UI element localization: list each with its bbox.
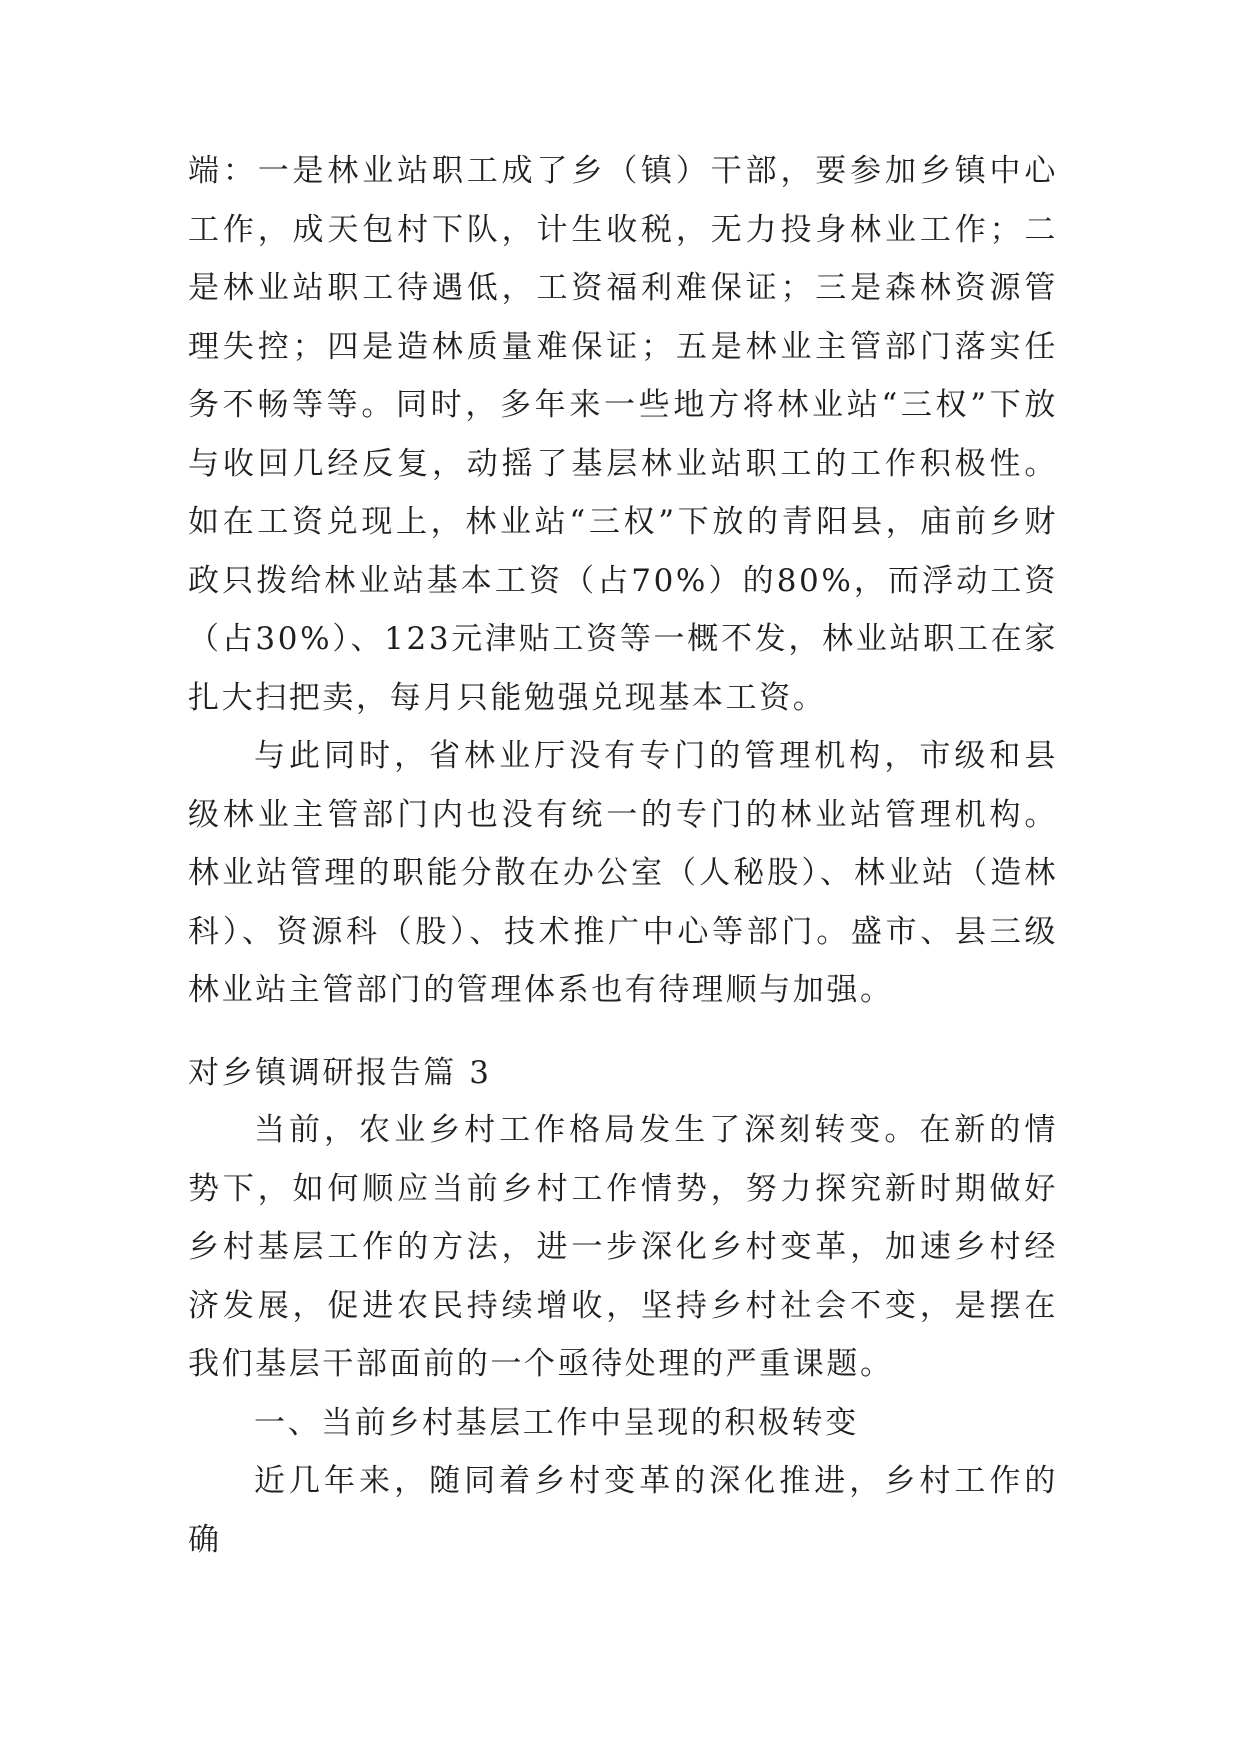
- paragraph-recent-years: 近几年来，随同着乡村变革的深化推进，乡村工作的确: [188, 1463, 1058, 1558]
- section-heading: 对乡镇调研报告篇 3: [188, 1055, 492, 1091]
- paragraph-forestry-station-issues: 端：一是林业站职工成了乡（镇）干部，要参加乡镇中心工作，成天包村下队，计生收税，无力投身林业工作；二是林业站职工待遇低，工资福利难保证；三是森林资源管理失控；四是造林质量难保证；五是林业主管部门落实任务不畅等等。同时，多年来一些地方将林业站“三权”下放与收回几经反复，动摇了基层林业站职工的工作积极性。如在工资兑现上，林业站“三权”下放的青阳县，庙前乡财政只拨给林业站基本工资（占70%）的80%，而浮动工资（占30%）、123元津贴工资等一概不发，林业站职工在家扎大扫把卖，每月只能勉强兑现基本工资。: [188, 153, 1058, 716]
- paragraph-current-situation: 当前，农业乡村工作格局发生了深刻转变。在新的情势下，如何顺应当前乡村工作情势，努力探究新时期做好乡村基层工作的方法，进一步深化乡村变革，加速乡村经济发展，促进农民持续增收，坚持乡村社会不变，是摆在我们基层干部面前的一个亟待处理的严重课题。: [188, 1112, 1058, 1382]
- subheading-positive-changes: 一、当前乡村基层工作中呈现的积极转变: [254, 1404, 859, 1441]
- top-text-block: [188, 142, 1058, 1020]
- bottom-text-block: [188, 1101, 1058, 1569]
- paragraph-management-structure: 与此同时，省林业厅没有专门的管理机构，市级和县级林业主管部门内也没有统一的专门的林业站管理机构。林业站管理的职能分散在办公室（人秘股）、林业站（造林科）、资源科（股）、技术推广中心等部门。盛市、县三级林业站主管部门的管理体系也有待理顺与加强。: [188, 738, 1058, 1008]
